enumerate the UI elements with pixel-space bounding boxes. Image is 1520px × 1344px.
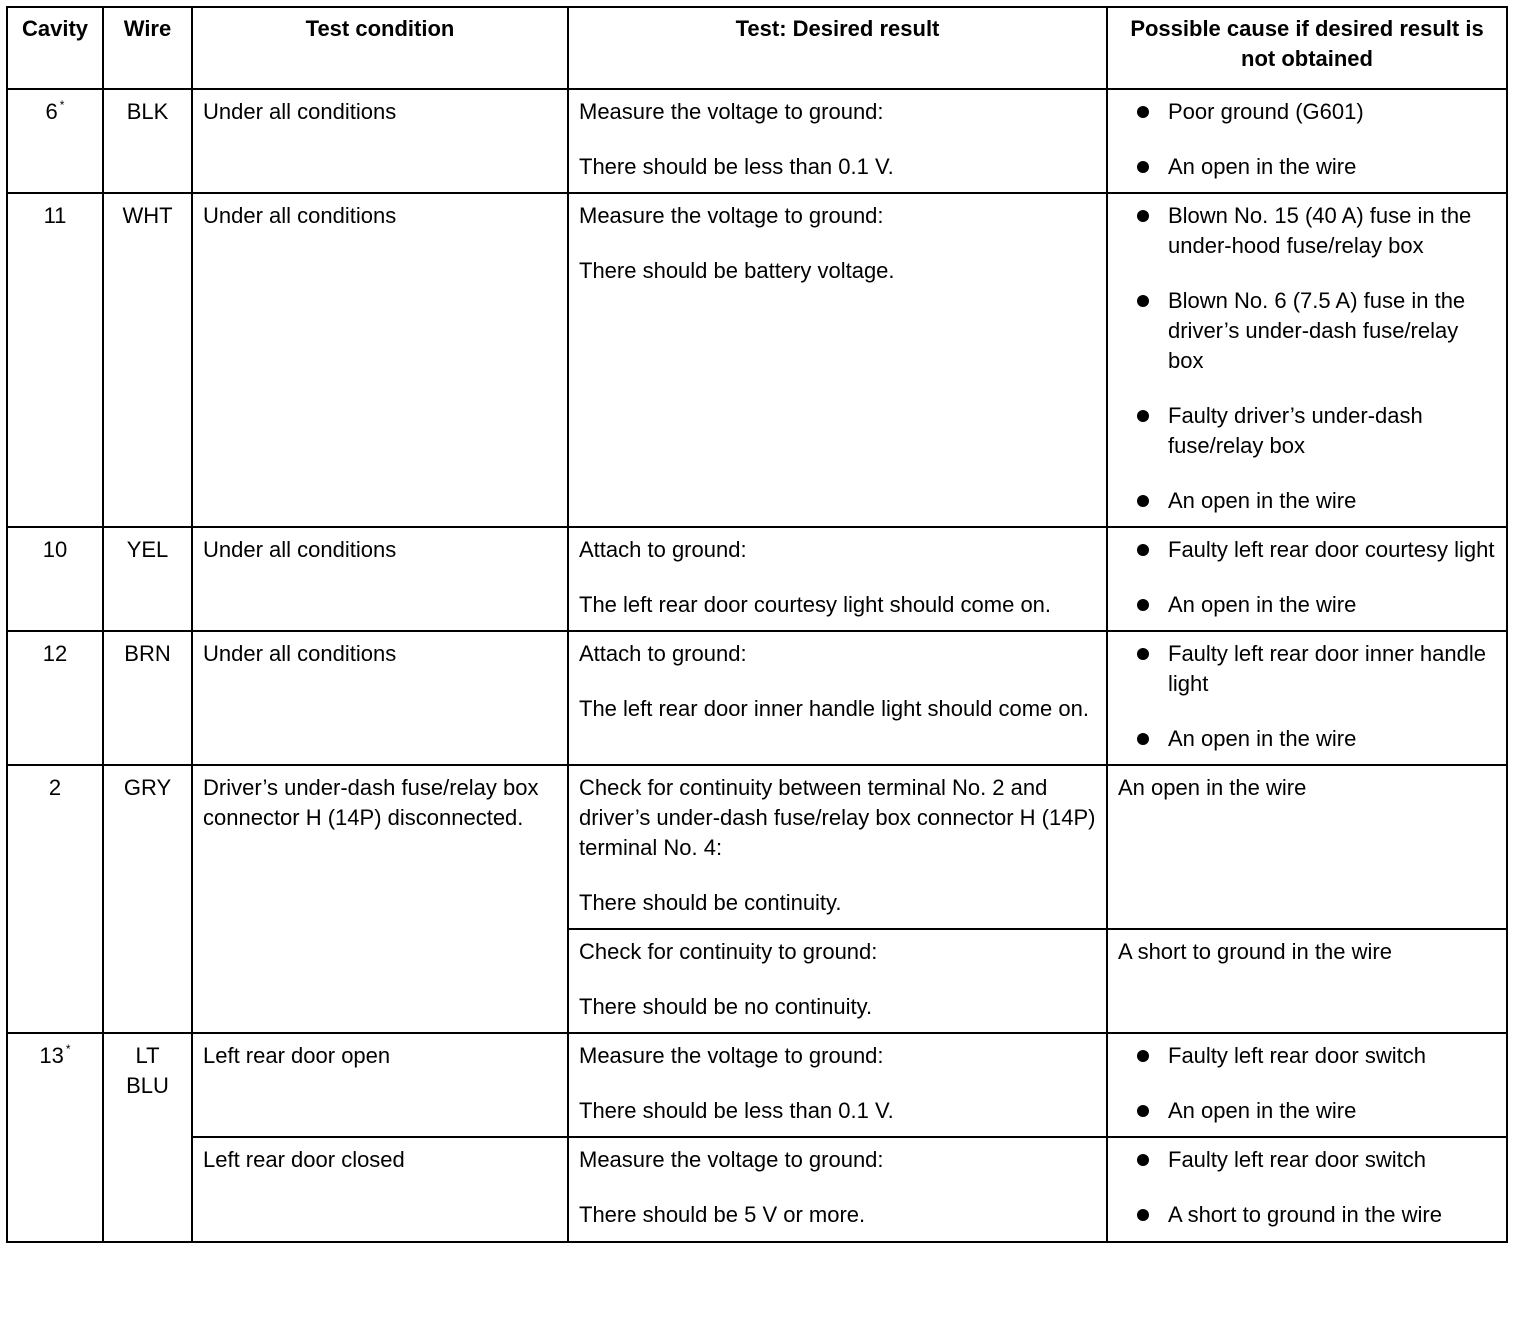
header-test-condition: Test condition: [192, 7, 568, 89]
bullet-icon: [1137, 599, 1149, 611]
cavity-number: 10: [7, 527, 103, 631]
test-cell: [568, 89, 1107, 193]
cause-item: Poor ground (G601): [1118, 97, 1496, 127]
bullet-icon: [1137, 210, 1149, 222]
desired-result: There should be less than 0.1 V.: [579, 1098, 894, 1123]
test-action: Attach to ground:: [579, 641, 747, 666]
desired-result: The left rear door courtesy light should come on.: [579, 592, 1052, 617]
desired-result: There should be 5 V or more.: [579, 1202, 866, 1227]
desired-result: There should be no continuity.: [579, 994, 873, 1019]
test-cell: [568, 527, 1107, 631]
bullet-icon: [1137, 161, 1149, 173]
cause-item: An open in the wire: [1118, 1096, 1496, 1126]
cause-item: Faulty driver’s under-dash fuse/relay box: [1118, 401, 1496, 461]
cavity-number: 2: [7, 765, 103, 1033]
table-row: [7, 1033, 1507, 1137]
cause-item: An open in the wire: [1118, 724, 1496, 754]
cause-item: Blown No. 6 (7.5 A) fuse in the driver’s under-dash fuse/relay box: [1118, 286, 1496, 376]
bullet-icon: [1137, 544, 1149, 556]
cause-cell: [1107, 193, 1507, 527]
bullet-icon: [1137, 1209, 1149, 1221]
bullet-icon: [1137, 733, 1149, 745]
table-row: [7, 1137, 1507, 1242]
cavity-footnote-mark: *: [59, 98, 65, 112]
cause-cell: [1107, 527, 1507, 631]
bullet-icon: [1137, 410, 1149, 422]
cause-cell: [1107, 89, 1507, 193]
cavity-number: 6: [45, 99, 58, 124]
cause-item: Faulty left rear door courtesy light: [1118, 535, 1496, 565]
cause-text: A short to ground in the wire: [1107, 929, 1507, 1033]
cavity-cell: [7, 89, 103, 193]
cavity-number: 13: [39, 1043, 64, 1068]
test-cell: [568, 765, 1107, 929]
desired-result: There should be continuity.: [579, 890, 842, 915]
test-condition: Under all conditions: [192, 193, 568, 527]
cause-cell: [1107, 631, 1507, 765]
cause-item: Blown No. 15 (40 A) fuse in the under-hood fuse/relay box: [1118, 201, 1496, 261]
desired-result: There should be less than 0.1 V.: [579, 154, 894, 179]
test-condition: Under all conditions: [192, 89, 568, 193]
cavity-cell: [7, 1033, 103, 1242]
header-cavity: Cavity: [7, 7, 103, 89]
header-test-desired-result: Test: Desired result: [568, 7, 1107, 89]
test-cell: [568, 1033, 1107, 1137]
cause-cell: [1107, 1137, 1507, 1242]
cavity-footnote-mark: *: [65, 1042, 71, 1056]
test-action: Attach to ground:: [579, 537, 747, 562]
bullet-icon: [1137, 495, 1149, 507]
table-row: [7, 89, 1507, 193]
bullet-icon: [1137, 1105, 1149, 1117]
test-action: Check for continuity to ground:: [579, 939, 878, 964]
table-row: [7, 631, 1507, 765]
test-condition: Under all conditions: [192, 631, 568, 765]
cause-cell: [1107, 1033, 1507, 1137]
test-action: Check for continuity between terminal No. 2 and driver’s under-dash fuse/relay box connector H (14P) terminal No. 4:: [579, 775, 1096, 860]
test-cell: [568, 929, 1107, 1033]
test-action: Measure the voltage to ground:: [579, 99, 884, 124]
test-cell: [568, 193, 1107, 527]
cause-item: A short to ground in the wire: [1118, 1200, 1496, 1230]
cause-item: Faulty left rear door switch: [1118, 1145, 1496, 1175]
test-condition: Driver’s under-dash fuse/relay box connector H (14P) disconnected.: [192, 765, 568, 1033]
table-row: [7, 193, 1507, 527]
bullet-icon: [1137, 1154, 1149, 1166]
desired-result: There should be battery voltage.: [579, 258, 895, 283]
wire-color: GRY: [103, 765, 192, 1033]
test-condition: Left rear door closed: [192, 1137, 568, 1242]
troubleshooting-table: [6, 6, 1508, 1243]
bullet-icon: [1137, 1050, 1149, 1062]
test-condition: Under all conditions: [192, 527, 568, 631]
test-condition: Left rear door open: [192, 1033, 568, 1137]
test-action: Measure the voltage to ground:: [579, 203, 884, 228]
header-row: [7, 7, 1507, 89]
wire-color: WHT: [103, 193, 192, 527]
bullet-icon: [1137, 106, 1149, 118]
header-wire: Wire: [103, 7, 192, 89]
desired-result: The left rear door inner handle light should come on.: [579, 696, 1089, 721]
cavity-number: 12: [7, 631, 103, 765]
wire-color: LT BLU: [103, 1033, 192, 1242]
cavity-number: 11: [7, 193, 103, 527]
bullet-icon: [1137, 648, 1149, 660]
wire-color: BLK: [103, 89, 192, 193]
table-row: [7, 527, 1507, 631]
header-possible-cause: Possible cause if desired result is not obtained: [1107, 7, 1507, 89]
cause-item: An open in the wire: [1118, 590, 1496, 620]
cause-item: Faulty left rear door switch: [1118, 1041, 1496, 1071]
bullet-icon: [1137, 295, 1149, 307]
wire-color: BRN: [103, 631, 192, 765]
cause-item: Faulty left rear door inner handle light: [1118, 639, 1496, 699]
test-action: Measure the voltage to ground:: [579, 1147, 884, 1172]
test-cell: [568, 631, 1107, 765]
table-row: [7, 765, 1507, 929]
cause-item: An open in the wire: [1118, 152, 1496, 182]
test-action: Measure the voltage to ground:: [579, 1043, 884, 1068]
cause-text: An open in the wire: [1107, 765, 1507, 929]
cause-item: An open in the wire: [1118, 486, 1496, 516]
test-cell: [568, 1137, 1107, 1242]
wire-color: YEL: [103, 527, 192, 631]
